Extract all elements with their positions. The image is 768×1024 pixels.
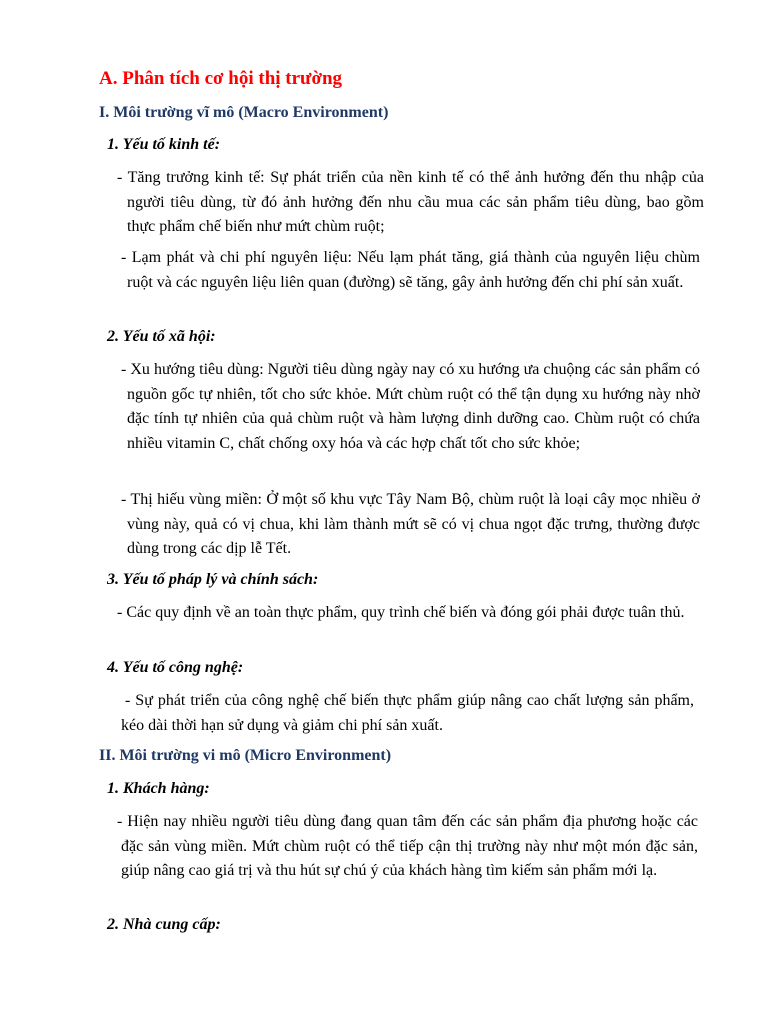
heading-micro-environment: II. Môi trường vi mô (Micro Environment) — [99, 747, 392, 764]
paragraph-technology: - Sự phát triển của công nghệ chế biến thực phẩm giúp nâng cao chất lượng sản phẩm, kéo dài thời hạn sử dụng và giảm chi phí sản xuất. — [121, 692, 694, 734]
heading-social-factors: 2. Yếu tố xã hội: — [107, 328, 216, 345]
heading-suppliers: 2. Nhà cung cấp: — [107, 916, 221, 933]
paragraph-regional-taste: - Thị hiếu vùng miền: Ở một số khu vực Tây Nam Bộ, chùm ruột là loại cây mọc nhiều ở vùng này, quả có vị chua, khi làm thành mứt sẽ có vị chua ngọt đặc trưng, thường được dùng trong các dịp lễ Tết. — [121, 491, 700, 557]
heading-technology-factors: 4. Yếu tố công nghệ: — [107, 659, 244, 676]
heading-market-opportunity: A. Phân tích cơ hội thị trường — [99, 68, 343, 89]
paragraph-inflation-costs: - Lạm phát và chi phí nguyên liệu: Nếu lạm phát tăng, giá thành của nguyên liệu chùm ruột và các nguyên liệu liên quan (đường) sẽ tăng, gây ảnh hưởng đến chi phí sản xuất. — [121, 249, 700, 291]
paragraph-economic-growth: - Tăng trưởng kinh tế: Sự phát triển của nền kinh tế có thể ảnh hưởng đến thu nhập của người tiêu dùng, từ đó ảnh hưởng đến nhu cầu mua các sản phẩm tiêu dùng, bao gồm thực phẩm chế biến như mứt chùm ruột; — [117, 169, 704, 235]
heading-customers: 1. Khách hàng: — [107, 780, 210, 797]
paragraph-consumer-trends: - Xu hướng tiêu dùng: Người tiêu dùng ngày nay có xu hướng ưa chuộng các sản phẩm có nguồn gốc tự nhiên, tốt cho sức khỏe. Mứt chùm ruột có thể tận dụng xu hướng này nhờ đặc tính tự nhiên của quả chùm ruột và hàm lượng dinh dưỡng cao. Chùm ruột có chứa nhiều vitamin C, chất chống oxy hóa và các hợp chất tốt cho sức khỏe; — [121, 361, 700, 452]
heading-legal-factors: 3. Yếu tố pháp lý và chính sách: — [107, 571, 319, 588]
paragraph-customers: - Hiện nay nhiều người tiêu dùng đang quan tâm đến các sản phẩm địa phương hoặc các đặc sản vùng miền. Mứt chùm ruột có thể tiếp cận thị trường này như một món đặc sản, giúp nâng cao giá trị và thu hút sự chú ý của khách hàng tìm kiếm sản phẩm mới lạ. — [117, 813, 698, 879]
paragraph-food-safety: - Các quy định về an toàn thực phẩm, quy trình chế biến và đóng gói phải được tuân thủ. — [117, 604, 685, 621]
heading-economic-factors: 1. Yếu tố kinh tế: — [107, 136, 221, 153]
heading-macro-environment: I. Môi trường vĩ mô (Macro Environment) — [99, 104, 389, 121]
